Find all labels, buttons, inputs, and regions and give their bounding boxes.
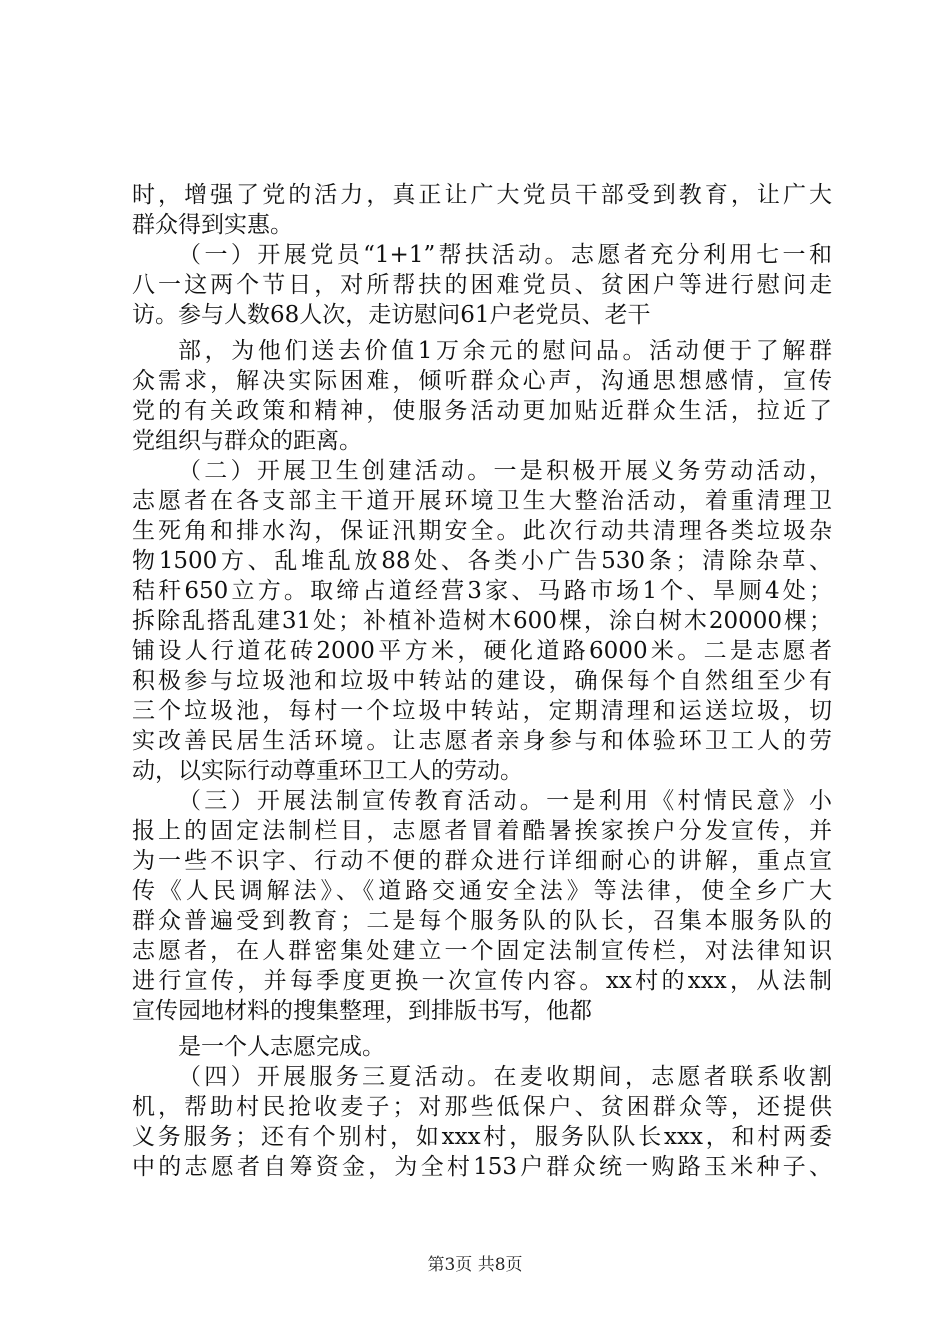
text-line: 铺设人行道花砖2000平方米，硬化道路6000米。二是志愿者: [132, 638, 832, 664]
text-line: 物1500方、乱堆乱放88处、各类小广告530条；清除杂草、: [132, 548, 832, 574]
text-line: 群众得到实惠。: [132, 212, 293, 238]
text-line: 八一这两个节日，对所帮扶的困难党员、贫困户等进行慰问走: [132, 272, 832, 298]
text-line: 是一个人志愿完成。: [178, 1034, 385, 1060]
page-number-footer: 第3页 共8页: [427, 1255, 523, 1275]
text-line: 部，为他们送去价值1万余元的慰问品。活动便于了解群: [178, 338, 832, 364]
text-line: 志愿者，在人群密集处建立一个固定法制宣传栏，对法律知识: [132, 938, 832, 964]
text-line: 时，增强了党的活力，真正让广大党员干部受到教育，让广大: [132, 182, 832, 208]
text-line: 机，帮助村民抢收麦子；对那些低保户、贫困群众等，还提供: [132, 1094, 832, 1120]
text-line: 志愿者在各支部主干道开展环境卫生大整治活动，着重清理卫: [132, 488, 832, 514]
paragraph-heading-line: （二）开展卫生创建活动。一是积极开展义务劳动活动，: [178, 458, 832, 484]
text-line: 访。参与人数68人次，走访慰问61户老党员、老干: [132, 302, 651, 328]
text-line: 实改善民居生活环境。让志愿者亲身参与和体验环卫工人的劳: [132, 728, 832, 754]
text-line: 三个垃圾池，每村一个垃圾中转站，定期清理和运送垃圾，切: [132, 698, 832, 724]
text-line: 党的有关政策和精神，使服务活动更加贴近群众生活，拉近了: [132, 398, 832, 424]
text-line: 中的志愿者自筹资金，为全村153户群众统一购路玉米种子、: [132, 1154, 832, 1180]
paragraph-heading-line: （三）开展法制宣传教育活动。一是利用《村情民意》小: [178, 788, 832, 814]
text-line: 党组织与群众的距离。: [132, 428, 362, 454]
paragraph-heading-line: （一）开展党员“1+1”帮扶活动。志愿者充分利用七一和: [178, 242, 832, 268]
text-line: 为一些不识字、行动不便的群众进行详细耐心的讲解，重点宣: [132, 848, 832, 874]
text-line: 宣传园地材料的搜集整理，到排版书写，他都: [132, 998, 592, 1024]
text-line: 秸秆650立方。取缔占道经营3家、马路市场1个、旱厕4处；: [132, 578, 832, 604]
text-line: 积极参与垃圾池和垃圾中转站的建设，确保每个自然组至少有: [132, 668, 832, 694]
text-line: 群众普遍受到教育；二是每个服务队的队长，召集本服务队的: [132, 908, 832, 934]
text-line: 进行宣传，并每季度更换一次宣传内容。xx村的xxx，从法制: [132, 968, 832, 994]
text-line: 生死角和排水沟，保证汛期安全。此次行动共清理各类垃圾杂: [132, 518, 832, 544]
text-line: 众需求，解决实际困难，倾听群众心声，沟通思想感情，宣传: [132, 368, 832, 394]
text-line: 报上的固定法制栏目，志愿者冒着酷暑挨家挨户分发宣传，并: [132, 818, 832, 844]
paragraph-heading-line: （四）开展服务三夏活动。在麦收期间，志愿者联系收割: [178, 1064, 832, 1090]
text-line: 传《人民调解法》、《道路交通安全法》等法律，使全乡广大: [132, 878, 832, 904]
text-line: 义务服务；还有个别村，如xxx村，服务队队长xxx，和村两委: [132, 1124, 832, 1150]
text-line: 拆除乱搭乱建31处；补植补造树木600棵，涂白树木20000棵；: [132, 608, 832, 634]
text-line: 动，以实际行动尊重环卫工人的劳动。: [132, 758, 523, 784]
